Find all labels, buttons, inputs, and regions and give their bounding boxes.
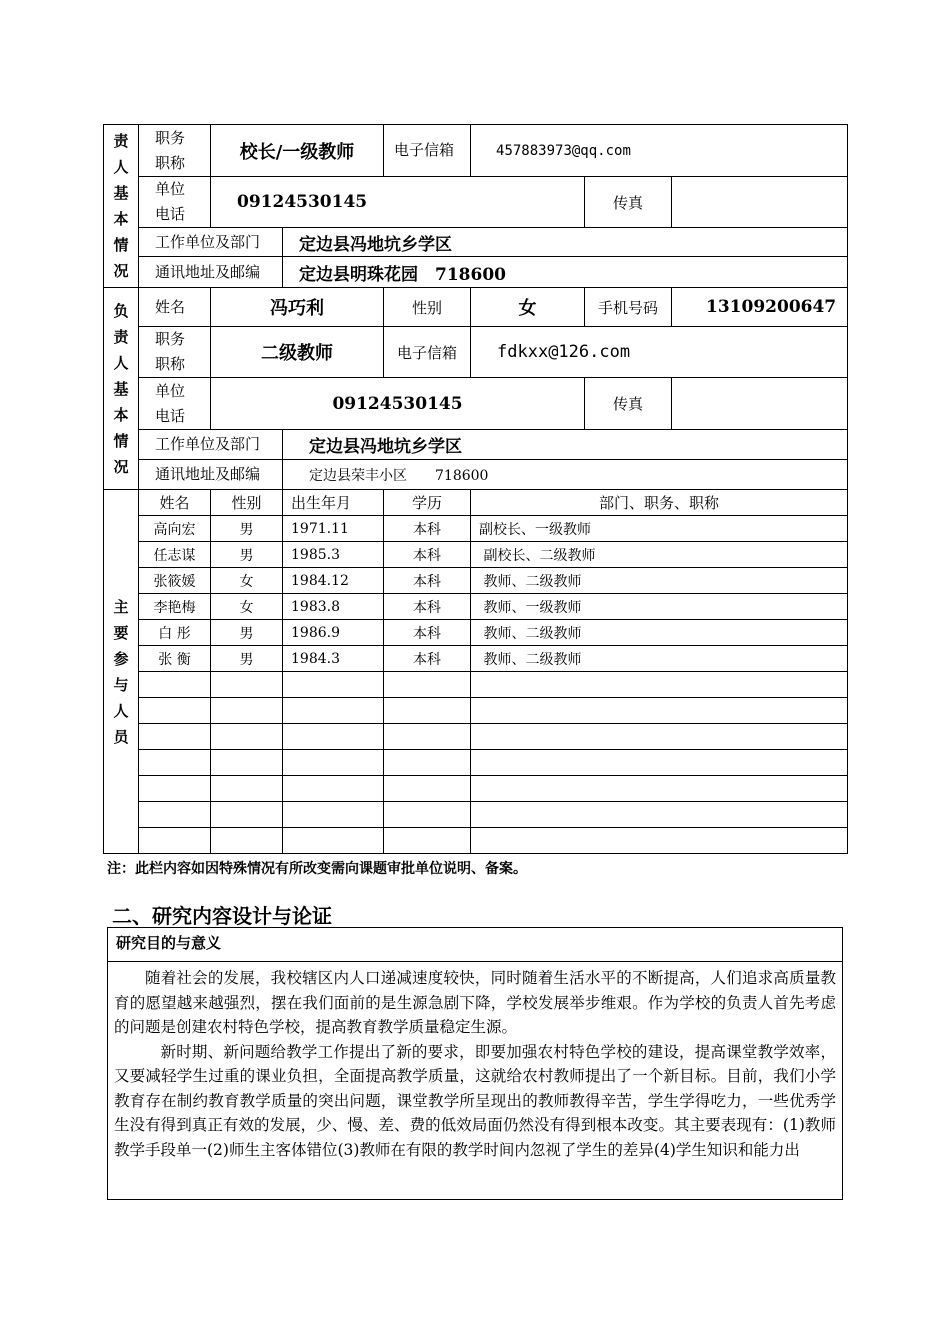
participant-gender: 女 — [211, 594, 283, 620]
participant-position: 教师、一级教师 — [471, 594, 848, 620]
participant-education — [384, 698, 471, 724]
participant-row — [104, 516, 848, 542]
participant-gender — [211, 828, 283, 854]
application-form-table — [103, 124, 848, 854]
participant-row — [104, 724, 848, 750]
phone-value: 09124530145 — [211, 177, 585, 228]
first-block-vertical-label: 责 人 基 本 情 况 — [104, 125, 139, 288]
name-label: 姓名 — [139, 288, 211, 327]
fax-label: 传真 — [585, 177, 672, 228]
email-label: 电子信箱 — [384, 327, 471, 378]
participant-row — [104, 776, 848, 802]
participant-education — [384, 724, 471, 750]
participant-position — [471, 698, 848, 724]
participant-name — [139, 776, 211, 802]
participant-name — [139, 802, 211, 828]
participant-name: 高向宏 — [139, 516, 211, 542]
fax-label: 传真 — [585, 378, 672, 430]
participant-education — [384, 776, 471, 802]
participant-position — [471, 750, 848, 776]
email-value: 457883973@qq.com — [471, 125, 848, 177]
paragraph: 随着社会的发展，我校辖区内人口递减速度较快，同时随着生活水平的不断提高，人们追求高质量教育的愿望越来越强烈，摆在我们面前的是生源急剧下降，学校发展举步维艰。作为学校的负责人首先考虑的问题是创建农村特色学校，提高教育教学质量稳定生源。 — [114, 969, 836, 1036]
participant-name — [139, 750, 211, 776]
mobile-label: 手机号码 — [585, 288, 672, 327]
participant-gender — [211, 776, 283, 802]
participant-gender: 男 — [211, 646, 283, 672]
participant-education: 本科 — [384, 568, 471, 594]
title-value: 校长/一级教师 — [211, 125, 384, 177]
participant-row — [104, 802, 848, 828]
title-value: 二级教师 — [211, 327, 384, 378]
email-label: 电子信箱 — [384, 125, 471, 177]
gender-value: 女 — [471, 288, 585, 327]
title-label: 职务 职称 — [139, 327, 211, 378]
participant-name — [139, 828, 211, 854]
participant-position: 副校长、一级教师 — [471, 516, 848, 542]
participant-row — [104, 646, 848, 672]
participant-birth: 1984.12 — [283, 568, 384, 594]
participant-gender — [211, 724, 283, 750]
purpose-box-body — [108, 962, 842, 1162]
participant-education — [384, 672, 471, 698]
participant-position — [471, 724, 848, 750]
participant-gender — [211, 698, 283, 724]
unit-value: 定边县冯地坑乡学区 — [283, 228, 848, 257]
participant-birth: 1985.3 — [283, 542, 384, 568]
participant-birth — [283, 828, 384, 854]
participant-gender: 女 — [211, 568, 283, 594]
gender-label: 性别 — [384, 288, 471, 327]
participant-position — [471, 672, 848, 698]
participant-row — [104, 568, 848, 594]
participant-education: 本科 — [384, 594, 471, 620]
participant-birth: 1986.9 — [283, 620, 384, 646]
participant-row — [104, 750, 848, 776]
participant-row — [104, 620, 848, 646]
participants-vertical-label: 主 要 参 与 人 员 — [104, 490, 139, 854]
header-gender: 性别 — [211, 490, 283, 516]
participant-row — [104, 698, 848, 724]
participant-gender — [211, 672, 283, 698]
header-position: 部门、职务、职称 — [471, 490, 848, 516]
participant-education — [384, 828, 471, 854]
participant-position: 教师、二级教师 — [471, 568, 848, 594]
phone-label: 单位 电话 — [139, 177, 211, 228]
address-value: 定边县荣丰小区 718600 — [283, 460, 848, 490]
participant-education: 本科 — [384, 516, 471, 542]
participant-position: 教师、二级教师 — [471, 620, 848, 646]
email-value: fdkxx@126.com — [471, 327, 848, 378]
participant-position — [471, 828, 848, 854]
participant-position: 教师、二级教师 — [471, 646, 848, 672]
participant-birth: 1983.8 — [283, 594, 384, 620]
mobile-value: 13109200647 — [672, 288, 848, 327]
name-value: 冯巧利 — [211, 288, 384, 327]
phone-label: 单位 电话 — [139, 378, 211, 430]
participant-name — [139, 672, 211, 698]
participant-education — [384, 750, 471, 776]
purpose-box-title: 研究目的与意义 — [108, 928, 842, 962]
participant-education: 本科 — [384, 646, 471, 672]
participant-birth — [283, 724, 384, 750]
participant-gender: 男 — [211, 516, 283, 542]
participant-birth: 1984.3 — [283, 646, 384, 672]
participant-education: 本科 — [384, 620, 471, 646]
section-heading: 二、研究内容设计与论证 — [112, 904, 332, 928]
participant-name — [139, 698, 211, 724]
participant-birth — [283, 802, 384, 828]
participant-gender: 男 — [211, 620, 283, 646]
participant-name: 张筱媛 — [139, 568, 211, 594]
participant-birth — [283, 672, 384, 698]
participant-education — [384, 802, 471, 828]
participant-row — [104, 672, 848, 698]
purpose-box — [107, 927, 843, 1200]
fax-value — [672, 177, 848, 228]
participant-birth — [283, 698, 384, 724]
phone-value: 09124530145 — [211, 378, 585, 430]
address-value: 定边县明珠花园 718600 — [283, 257, 848, 288]
participant-name: 任志谋 — [139, 542, 211, 568]
header-education: 学历 — [384, 490, 471, 516]
participant-name: 白 彤 — [139, 620, 211, 646]
unit-value: 定边县冯地坑乡学区 — [283, 430, 848, 460]
address-label: 通讯地址及邮编 — [139, 257, 283, 288]
address-label: 通讯地址及邮编 — [139, 460, 283, 490]
participant-birth: 1971.11 — [283, 516, 384, 542]
participant-gender — [211, 802, 283, 828]
participants-header-row — [104, 490, 848, 516]
participant-birth — [283, 776, 384, 802]
participant-position: 副校长、二级教师 — [471, 542, 848, 568]
unit-label: 工作单位及部门 — [139, 228, 283, 257]
title-label: 职务 职称 — [139, 125, 211, 177]
participant-row — [104, 594, 848, 620]
paragraph: 新时期、新问题给教学工作提出了新的要求，即要加强农村特色学校的建设，提高课堂教学效率，又要减轻学生过重的课业负担，全面提高教学质量，这就给农村教师提出了一个新目标。目前，我们小学教育存在制约教育教学质量的突出问题，课堂教学所呈现出的教师教得辛苦，学生学得吃力，一些优秀学生没有得到真正有效的发展，少、慢、差、费的低效局面仍然没有得到根本改变。其主要表现有：(1)教师教学手段单一(2)师生主客体错位(3)教师在有限的教学时间内忽视了学生的差异(4)学生知识和能力出 — [114, 1042, 836, 1159]
participant-gender — [211, 750, 283, 776]
participant-position — [471, 776, 848, 802]
participant-gender: 男 — [211, 542, 283, 568]
header-birth: 出生年月 — [283, 490, 384, 516]
participant-name: 李艳梅 — [139, 594, 211, 620]
participant-education: 本科 — [384, 542, 471, 568]
participant-name — [139, 724, 211, 750]
header-name: 姓名 — [139, 490, 211, 516]
second-block-vertical-label: 负 责 人 基 本 情 况 — [104, 288, 139, 490]
participant-position — [471, 802, 848, 828]
participant-name: 张 衡 — [139, 646, 211, 672]
participant-row — [104, 828, 848, 854]
participant-birth — [283, 750, 384, 776]
participant-row — [104, 542, 848, 568]
note-text: 注：此栏内容如因特殊情况有所改变需向课题审批单位说明、备案。 — [107, 861, 527, 877]
fax-value — [672, 378, 848, 430]
unit-label: 工作单位及部门 — [139, 430, 283, 460]
